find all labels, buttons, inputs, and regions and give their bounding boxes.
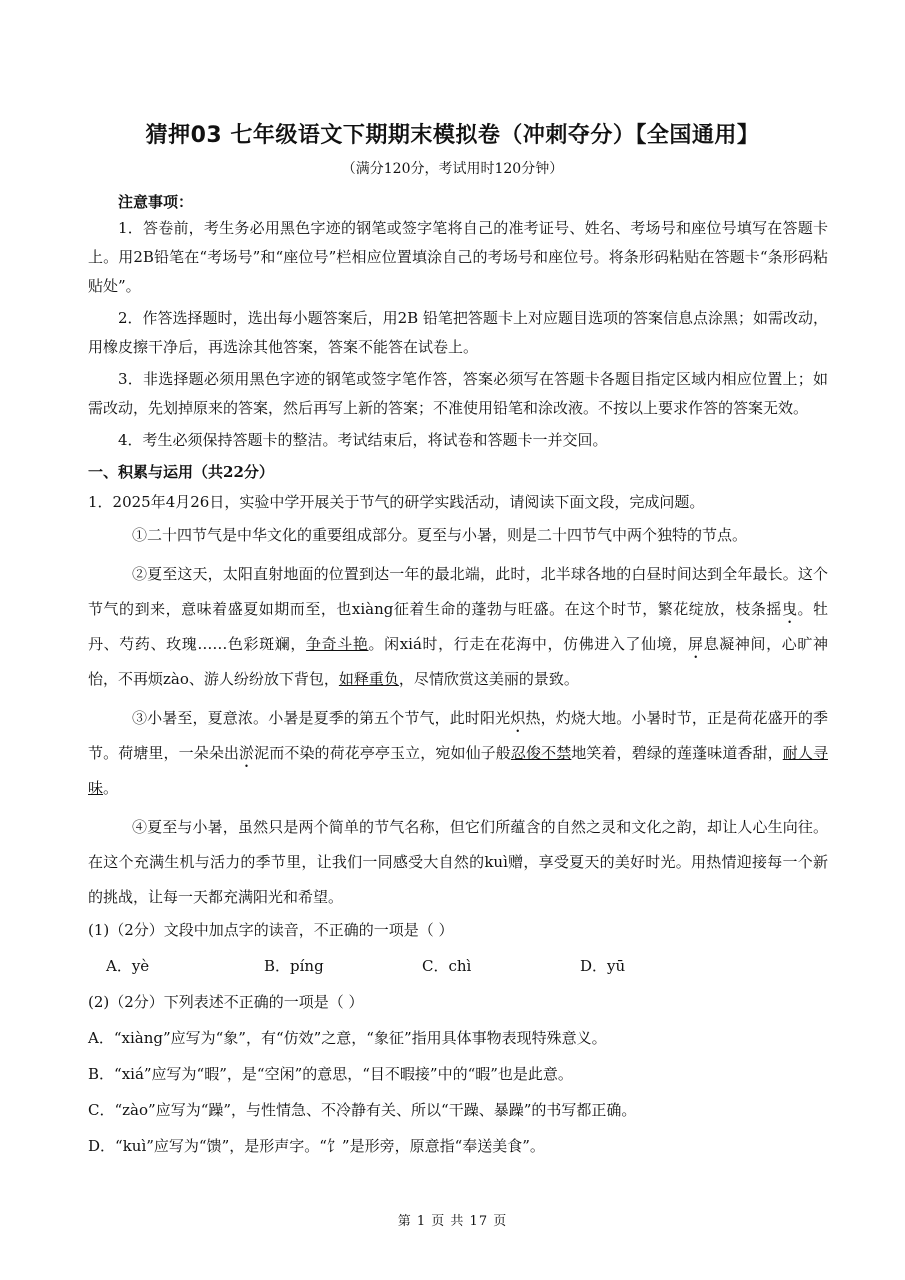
page-number: 第 1 页 共 17 页	[397, 1214, 508, 1229]
notice-list	[88, 214, 828, 458]
option-a: A．“xiàng”应写为“象”，有“仿效”之意，“象征”指用具体事物表现特殊意义。	[88, 1029, 607, 1047]
dotted-char: 炽	[510, 709, 526, 727]
text-run: 息凝神间，心旷神怡，不再烦zào、游人纷纷放下背包，	[88, 635, 828, 688]
dotted-char: 曳	[781, 600, 798, 618]
section-heading: 一、积累与运用（共22分）	[88, 463, 274, 481]
dotted-char: 屏	[688, 635, 704, 653]
reading-passage	[88, 518, 828, 919]
option-b: B．“xiá”应写为“暇”，是“空闲”的意思，“目不暇接”中的“暇”也是此意。	[88, 1065, 573, 1083]
notice-heading: 注意事项：	[118, 193, 194, 211]
option-c: C．chì	[422, 957, 472, 975]
text-run: ③小暑至，夏意浓。小暑是夏季的第五个节气，此时阳光	[132, 709, 511, 727]
question-1-1-options	[88, 948, 828, 984]
underlined-phrase: 耐人寻味	[88, 744, 828, 797]
text-run: 。闲xiá时，行走在花海中，仿佛进入了仙境，	[368, 635, 689, 653]
text-run: ②夏至这天，太阳直射地面的位置到达一年的最北端，此时，北半球各地的白昼时间达到全年最长。这个节气的到来，意味着盛夏如期而至，也xiàng征着生命的蓬勃与旺盛。在这个时节，繁花绽放，枝条摇	[88, 565, 828, 618]
option-d: D．yū	[580, 957, 626, 975]
dotted-char: 淤	[239, 744, 255, 762]
notice-item: 4．考生必须保持答题卡的整洁。考试结束后，将试卷和答题卡一并交回。	[118, 431, 608, 449]
underlined-phrase: 忍俊不禁	[510, 744, 572, 762]
text-run: 泥而不染的荷花亭亭玉立，宛如仙子般	[254, 744, 511, 762]
page-title: 猜押03 七年级语文下期期末模拟卷（冲刺夺分）【全国通用】	[145, 123, 760, 148]
passage-paragraph-1: ①二十四节气是中华文化的重要组成部分。夏至与小暑，则是二十四节气中两个独特的节点。	[132, 526, 748, 544]
question-1-1: (1)（2分）文段中加点字的读音，不正确的一项是（ ）	[88, 921, 454, 939]
text-run: 热，灼烧大地。小暑时节，正是荷花盛开的季节。荷塘里，一朵朵出	[88, 709, 828, 762]
question-list	[88, 912, 828, 1164]
page-subtitle: （满分120分，考试用时120分钟）	[341, 161, 564, 177]
passage-paragraph-4: ④夏至与小暑，虽然只是两个简单的节气名称，但它们所蕴含的自然之灵和文化之韵，却让人心生向往。在这个充满生机与活力的季节里，让我们一同感受大自然的kuì赠，享受夏天的美好时光。用热情迎接每一个新的挑战，让每一天都充满阳光和希望。	[88, 818, 828, 906]
question-1-2: (2)（2分）下列表述不正确的一项是（ ）	[88, 993, 364, 1011]
option-d: D．“kuì”应写为“馈”，是形声字。“饣”是形旁，原意指“奉送美食”。	[88, 1137, 545, 1155]
underlined-phrase: 如释重负	[338, 670, 399, 688]
text-run: 地笑着，碧绿的莲蓬味道香甜，	[571, 744, 783, 762]
option-a: A．yè	[106, 957, 150, 975]
notice-item: 3．非选择题必须用黑色字迹的钢笔或签字笔作答，答案必须写在答题卡各题目指定区域内相应位置上；如需改动，先划掉原来的答案，然后再写上新的答案；不准使用铅笔和涂改液。不按以上要求作答的答案无效。	[88, 370, 828, 417]
notice-item: 2．作答选择题时，选出每小题答案后，用2B 铅笔把答题卡上对应题目选项的答案信息点涂黑；如需改动，用橡皮擦干净后，再选涂其他答案，答案不能答在试卷上。	[88, 309, 828, 356]
notice-item: 1．答卷前，考生务必用黑色字迹的钢笔或签字笔将自己的准考证号、姓名、考场号和座位号填写在答题卡上。用2B铅笔在“考场号”和“座位号”栏相应位置填涂自己的考场号和座位号。将条形码粘贴在答题卡“条形码粘贴处”。	[88, 219, 828, 295]
passage-paragraph-3	[88, 701, 828, 806]
text-run: ，尽情欣赏这美丽的景致。	[398, 670, 579, 688]
passage-paragraph-2	[88, 557, 828, 697]
option-b: B．píng	[264, 957, 324, 975]
option-c: C．“zào”应写为“躁”，与性情急、不冷静有关、所以“干躁、暴躁”的书写都正确。	[88, 1101, 637, 1119]
text-run: 。牡丹、芍药、玫瑰……色彩斑斓，	[88, 600, 828, 653]
text-run: 。	[103, 779, 119, 797]
underlined-phrase: 争奇斗艳	[306, 635, 369, 653]
question-1-stem: 1．2025年4月26日，实验中学开展关于节气的研学实践活动，请阅读下面文段，完成问题。	[88, 493, 705, 511]
